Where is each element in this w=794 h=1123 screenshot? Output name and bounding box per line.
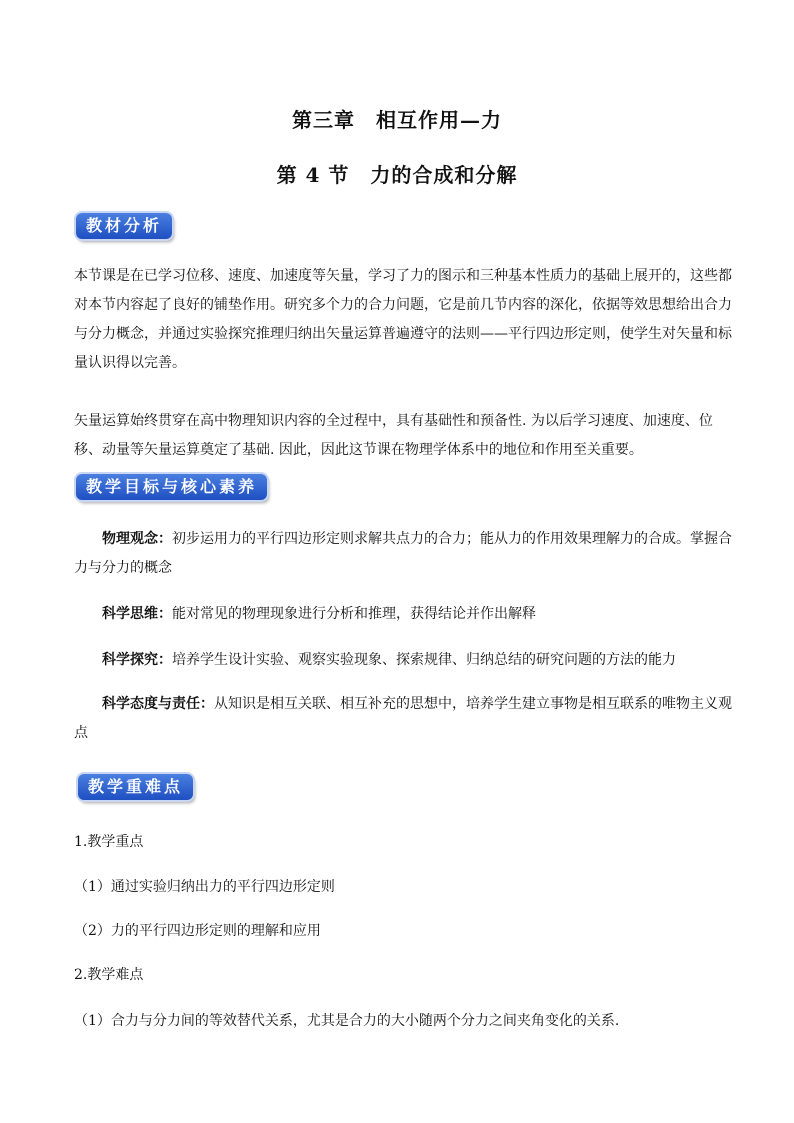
analysis-paragraph-1: 本节课是在已学习位移、速度、加速度等矢量，学习了力的图示和三种基本性质力的基础上展开的，这些都对本节内容起了良好的铺垫作用。研究多个力的合力问题，它是前几节内容的深化，依据等效思想给出合力与分力概念，并通过实验探究推理归纳出矢量运算普遍遵守的法则——平行四边形定则，使学生对矢量和标量认识得以完善。 (74, 268, 732, 371)
focus-item: （2）力的平行四边形定则的理解和应用 (74, 923, 321, 939)
objective-scientific-thinking (74, 600, 734, 629)
difficulty-title: 2.教学难点 (74, 967, 144, 983)
textbook-analysis-badge: 教材分析 (76, 213, 172, 239)
objective-label: 物理观念： (102, 531, 172, 547)
key-points-badge: 教学重难点 (78, 774, 193, 800)
focus-item: （1）通过实验归纳出力的平行四边形定则 (74, 879, 335, 895)
objective-text: 初步运用力的平行四边形定则求解共点力的合力；能从力的作用效果理解力的合成。掌握合力与分力的概念 (74, 531, 732, 576)
section-title: 第 4 节 力的合成和分解 (276, 163, 518, 187)
objective-text: 能对常见的物理现象进行分析和推理，获得结论并作出解释 (172, 606, 536, 622)
analysis-paragraph-2: 矢量运算始终贯穿在高中物理知识内容的全过程中，具有基础性和预备性. 为以后学习速度、加速度、位移、动量等矢量运算奠定了基础. 因此，因此这节课在物理学体系中的地位和作用至关重要。 (74, 413, 713, 458)
objective-text: 从知识是相互关联、相互补充的思想中，培养学生建立事物是相互联系的唯物主义观点 (74, 696, 732, 741)
objective-label: 科学探究： (102, 652, 172, 668)
objectives-badge: 教学目标与核心素养 (76, 474, 267, 500)
objective-label: 科学思维： (102, 606, 172, 622)
objective-scientific-inquiry (74, 646, 734, 675)
difficulty-item: （1）合力与分力间的等效替代关系，尤其是合力的大小随两个分力之间夹角变化的关系. (74, 1013, 620, 1029)
objective-label: 科学态度与责任： (102, 696, 214, 712)
objective-attitude-responsibility (74, 690, 734, 748)
objective-physics-concept (74, 525, 734, 583)
focus-title: 1.教学重点 (74, 834, 144, 850)
objective-text: 培养学生设计实验、观察实验现象、探索规律、归纳总结的研究问题的方法的能力 (172, 652, 676, 668)
chapter-title: 第三章 相互作用—力 (292, 108, 502, 132)
